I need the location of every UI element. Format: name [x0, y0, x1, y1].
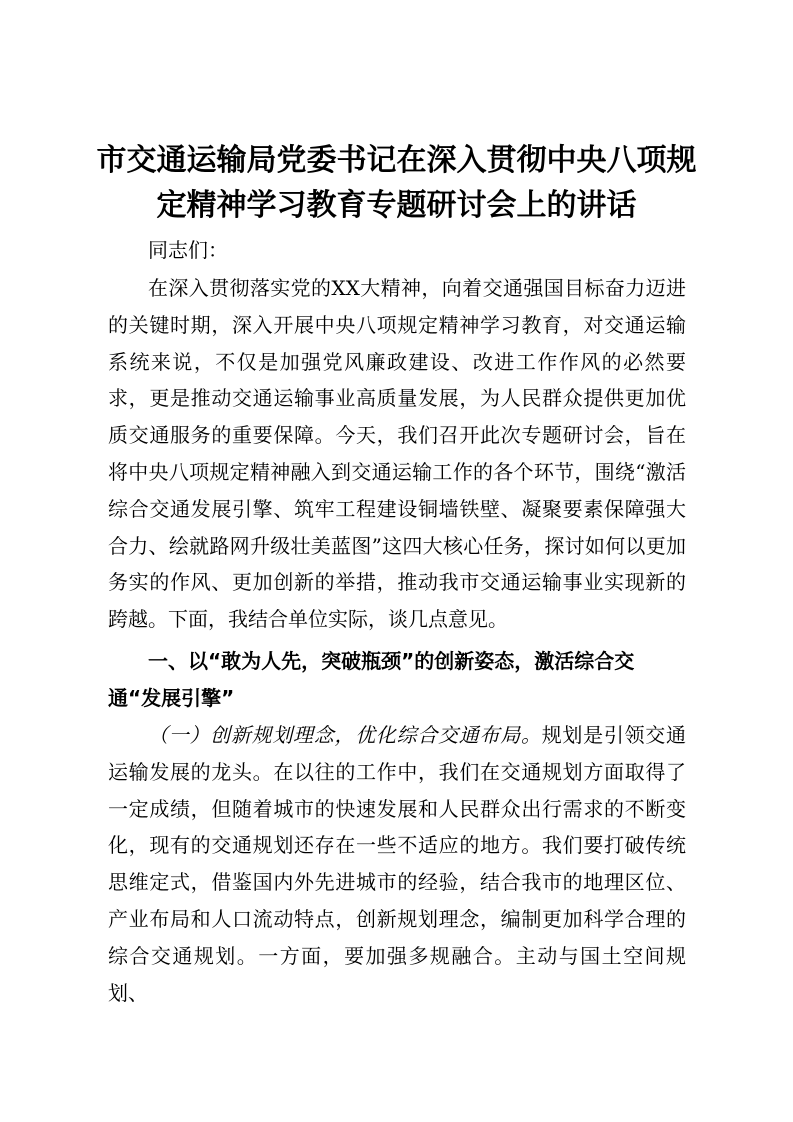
- subsection-1-paragraph: [108, 717, 686, 1011]
- document-title-line-1: 市交通运输局党委书记在深入贯彻中央八项规: [96, 143, 697, 178]
- section-1-heading: 一、以“敢为人先，突破瓶颈”的创新姿态，激活综合交通“发展引擎”: [108, 649, 635, 710]
- document-title-line-2: 定精神学习教育专题研讨会上的讲话: [156, 188, 637, 223]
- intro-paragraph: 在深入贯彻落实党的XX大精神，向着交通强国目标奋力迈进的关键时期，深入开展中央八项规定精神学习教育，对交通运输系统来说，不仅是加强党风廉政建设、改进工作作风的必然要求，更是推动交通运输事业高质量发展，为人民群众提供更加优质交通服务的重要保障。今天，我们召开此次专题研讨会，旨在将中央八项规定精神融入到交通运输工作的各个环节，围绕“激活综合交通发展引擎、筑牢工程建设铜墙铁壁、凝聚要素保障强大合力、绘就路网升级壮美蓝图”这四大核心任务，探讨如何以更加务实的作风、更加创新的举措，推动我市交通运输事业实现新的跨越。下面，我结合单位实际，谈几点意见。: [108, 276, 686, 632]
- salutation: 同志们：: [148, 238, 228, 262]
- subsection-1-body: 规划是引领交通运输发展的龙头。在以往的工作中，我们在交通规划方面取得了一定成绩，但随着城市的快速发展和人民群众出行需求的不断变化，现有的交通规划还存在一些不适应的地方。我们要打破传统思维定式，借鉴国内外先进城市的经验，结合我市的地理区位、产业布局和人口流动特点，创新规划理念，编制更加科学合理的综合交通规划。一方面，要加强多规融合。主动与国土空间规划、: [108, 723, 687, 1005]
- subsection-1-heading: （一）创新规划理念，优化综合交通布局。: [148, 723, 542, 747]
